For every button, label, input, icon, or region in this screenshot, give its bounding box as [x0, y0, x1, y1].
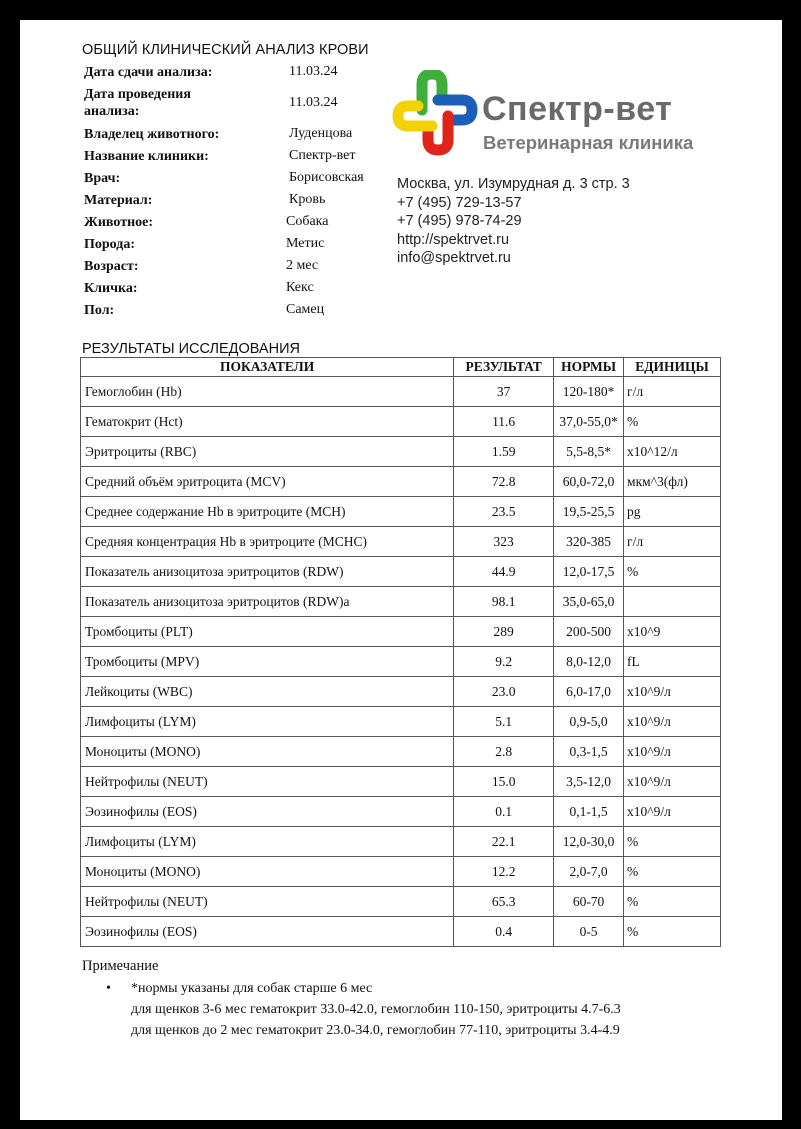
cell-result: 65.3 [454, 887, 554, 917]
cell-result: 22.1 [454, 827, 554, 857]
cell-result: 15.0 [454, 767, 554, 797]
info-label: Дата проведения анализа: [84, 87, 191, 119]
cell-norm: 12,0-30,0 [554, 827, 624, 857]
note-line: для щенков 3-6 мес гематокрит 33.0-42.0, гемоглобин 110-150, эритроциты 4.7-6.3 [131, 1002, 621, 1017]
header-param: ПОКАЗАТЕЛИ [81, 358, 454, 377]
cell-unit: % [624, 887, 721, 917]
cell-unit: мкм^3(фл) [624, 467, 721, 497]
note-line: для щенков до 2 мес гематокрит 23.0-34.0, гемоглобин 77-110, эритроциты 3.4-4.9 [131, 1023, 620, 1038]
cell-norm: 12,0-17,5 [554, 557, 624, 587]
cell-param: Моноциты (MONO) [81, 737, 454, 767]
clinic-phone-1: +7 (495) 729-13-57 [397, 194, 522, 211]
info-value: 11.03.24 [289, 64, 338, 79]
clinic-cross-logo-icon [392, 70, 478, 156]
cell-param: Гемоглобин (Hb) [81, 377, 454, 407]
cell-unit: % [624, 917, 721, 947]
cell-result: 5.1 [454, 707, 554, 737]
results-table [80, 357, 721, 947]
cell-norm: 60-70 [554, 887, 624, 917]
table-row [81, 827, 721, 857]
cell-param: Нейтрофилы (NEUT) [81, 767, 454, 797]
info-row-clinic [84, 146, 384, 168]
table-row [81, 767, 721, 797]
table-row [81, 467, 721, 497]
clinic-email: info@spektrvet.ru [397, 250, 511, 266]
table-row [81, 917, 721, 947]
table-row [81, 647, 721, 677]
cell-result: 0.4 [454, 917, 554, 947]
cell-norm: 19,5-25,5 [554, 497, 624, 527]
cell-norm: 3,5-12,0 [554, 767, 624, 797]
info-value: Луденцова [289, 126, 353, 141]
info-value: Борисовская [289, 170, 364, 185]
cell-param: Эозинофилы (EOS) [81, 917, 454, 947]
info-label: Порода: [84, 237, 136, 252]
table-row [81, 497, 721, 527]
cell-norm: 60,0-72,0 [554, 467, 624, 497]
info-label: Животное: [84, 215, 154, 230]
info-row-nickname [84, 278, 384, 300]
cell-norm: 2,0-7,0 [554, 857, 624, 887]
cell-result: 9.2 [454, 647, 554, 677]
info-row-test-date [84, 84, 384, 124]
cell-unit: x10^9/л [624, 797, 721, 827]
document-page [20, 20, 782, 1120]
info-label: Дата сдачи анализа: [84, 65, 213, 80]
cell-unit: x10^9/л [624, 707, 721, 737]
cell-unit: % [624, 407, 721, 437]
info-row-owner [84, 124, 384, 146]
info-label: Кличка: [84, 281, 138, 296]
cell-unit: % [624, 557, 721, 587]
info-label: Владелец животного: [84, 127, 220, 142]
cell-param: Лимфоциты (LYM) [81, 827, 454, 857]
info-value: 11.03.24 [289, 95, 338, 110]
cell-param: Эритроциты (RBC) [81, 437, 454, 467]
cell-unit: x10^9 [624, 617, 721, 647]
info-value: Метис [286, 236, 325, 251]
cell-unit [624, 587, 721, 617]
cell-result: 44.9 [454, 557, 554, 587]
cell-norm: 0-5 [554, 917, 624, 947]
cell-param: Гематокрит (Hct) [81, 407, 454, 437]
info-row-material [84, 190, 384, 212]
cell-param: Показатель анизоцитоза эритроцитов (RDW) [81, 557, 454, 587]
cell-result: 72.8 [454, 467, 554, 497]
table-row [81, 887, 721, 917]
info-label: Возраст: [84, 259, 139, 274]
cell-unit: г/л [624, 377, 721, 407]
cell-norm: 8,0-12,0 [554, 647, 624, 677]
info-label: Пол: [84, 303, 115, 318]
cell-param: Лейкоциты (WBC) [81, 677, 454, 707]
info-row-sex [84, 300, 384, 322]
clinic-website: http://spektrvet.ru [397, 231, 510, 248]
info-value: Кекс [286, 280, 314, 295]
table-row [81, 707, 721, 737]
info-row-breed [84, 234, 384, 256]
results-title: РЕЗУЛЬТАТЫ ИССЛЕДОВАНИЯ [82, 341, 300, 357]
cell-unit: x10^9/л [624, 677, 721, 707]
table-row [81, 527, 721, 557]
cell-norm: 0,3-1,5 [554, 737, 624, 767]
cell-norm: 0,1-1,5 [554, 797, 624, 827]
table-row [81, 407, 721, 437]
cell-param: Средняя концентрация Нb в эритроците (MCHC) [81, 527, 454, 557]
note-line: *нормы указаны для собак старше 6 мес [131, 981, 373, 996]
info-row-doctor [84, 168, 384, 190]
info-label: Материал: [84, 193, 153, 208]
cell-unit: x10^9/л [624, 767, 721, 797]
cell-norm: 37,0-55,0* [554, 407, 624, 437]
info-label: Врач: [84, 171, 121, 186]
clinic-brand-name: Спектр-вет [482, 90, 673, 128]
cell-unit: x10^12/л [624, 437, 721, 467]
cell-norm: 35,0-65,0 [554, 587, 624, 617]
cell-result: 23.0 [454, 677, 554, 707]
cell-norm: 120-180* [554, 377, 624, 407]
cell-unit: % [624, 827, 721, 857]
cell-param: Моноциты (MONO) [81, 857, 454, 887]
cell-result: 23.5 [454, 497, 554, 527]
clinic-address: Москва, ул. Изумрудная д. 3 стр. 3 [397, 176, 630, 192]
cell-result: 289 [454, 617, 554, 647]
cell-unit: x10^9/л [624, 737, 721, 767]
info-value: Кровь [289, 192, 326, 207]
cell-param: Показатель анизоцитоза эритроцитов (RDW)a [81, 587, 454, 617]
cell-param: Эозинофилы (EOS) [81, 797, 454, 827]
info-value: Собака [286, 214, 329, 229]
note-bullet: • [106, 981, 111, 996]
info-label: Название клиники: [84, 149, 209, 164]
info-value: 2 мес [286, 258, 319, 273]
cell-param: Тромбоциты (PLT) [81, 617, 454, 647]
info-value: Спектр-вет [289, 148, 356, 163]
clinic-logo-block [392, 65, 732, 266]
clinic-phone-2: +7 (495) 978-74-29 [397, 213, 522, 229]
note-title: Примечание [82, 958, 159, 974]
table-row [81, 617, 721, 647]
cell-norm: 200-500 [554, 617, 624, 647]
info-row-submit-date [84, 62, 384, 84]
cell-unit: fL [624, 647, 721, 677]
cell-norm: 5,5-8,5* [554, 437, 624, 467]
header-norm: НОРМЫ [554, 358, 624, 377]
info-row-age [84, 256, 384, 278]
document-title: ОБЩИЙ КЛИНИЧЕСКИЙ АНАЛИЗ КРОВИ [82, 42, 369, 58]
cell-param: Средний объём эритроцита (MCV) [81, 467, 454, 497]
cell-param: Среднее содержание Нb в эритроците (MCH) [81, 497, 454, 527]
cell-result: 12.2 [454, 857, 554, 887]
table-row [81, 737, 721, 767]
cell-result: 2.8 [454, 737, 554, 767]
clinic-brand-subtitle: Ветеринарная клиника [483, 132, 694, 153]
patient-info [84, 62, 384, 322]
cell-result: 37 [454, 377, 554, 407]
table-row [81, 377, 721, 407]
cell-norm: 6,0-17,0 [554, 677, 624, 707]
cell-param: Нейтрофилы (NEUT) [81, 887, 454, 917]
cell-result: 98.1 [454, 587, 554, 617]
cell-norm: 320-385 [554, 527, 624, 557]
cell-result: 1.59 [454, 437, 554, 467]
table-row [81, 677, 721, 707]
cell-result: 11.6 [454, 407, 554, 437]
info-row-animal [84, 212, 384, 234]
cell-unit: pg [624, 497, 721, 527]
table-row [81, 857, 721, 887]
note-lines [131, 978, 621, 1041]
results-header-row [81, 358, 721, 377]
table-row [81, 587, 721, 617]
cell-unit: % [624, 857, 721, 887]
table-row [81, 557, 721, 587]
cell-result: 323 [454, 527, 554, 557]
cell-param: Лимфоциты (LYM) [81, 707, 454, 737]
info-value: Самец [286, 302, 325, 317]
table-row [81, 797, 721, 827]
cell-norm: 0,9-5,0 [554, 707, 624, 737]
clinic-contacts [397, 175, 630, 268]
table-row [81, 437, 721, 467]
cell-result: 0.1 [454, 797, 554, 827]
cell-param: Тромбоциты (MPV) [81, 647, 454, 677]
cell-unit: г/л [624, 527, 721, 557]
header-unit: ЕДИНИЦЫ [624, 358, 721, 377]
header-result: РЕЗУЛЬТАТ [454, 358, 554, 377]
results-body [81, 377, 721, 947]
